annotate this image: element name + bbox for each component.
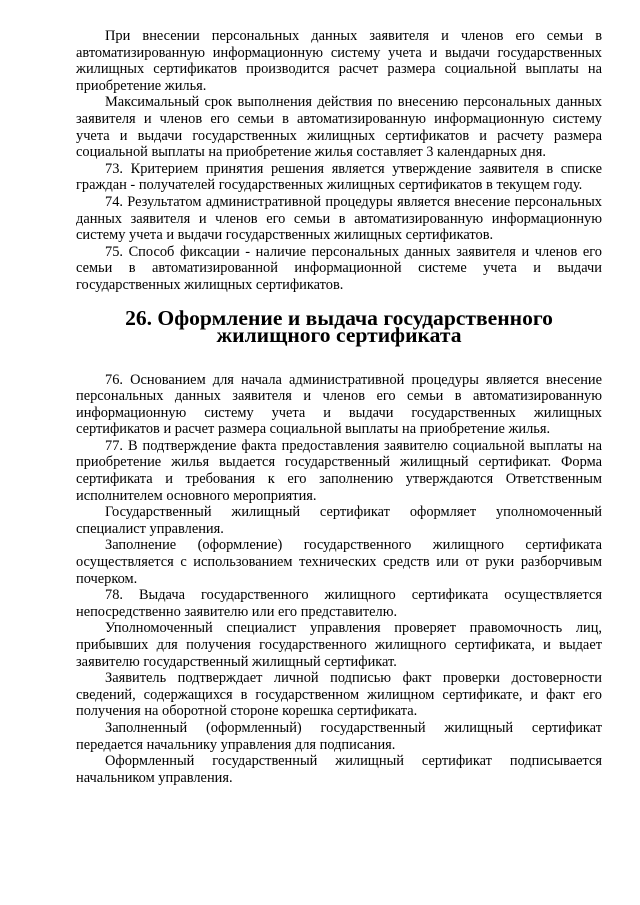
paragraph-75: 75. Способ фиксации - наличие персональных данных заявителя и членов его семьи в автоматизированной информационной системе учета и выдачи государственных жилищных сертификатов. bbox=[76, 243, 602, 293]
paragraph-77: 77. В подтверждение факта предоставления заявителю социальной выплаты на приобретение жилья выдается государственный жилищный сертификат. Форма сертификата и требования к его заполнению утверждаются Ответственным исполнителем основного мероприятия. bbox=[76, 437, 602, 504]
section-heading-line-2: жилищного сертификата bbox=[216, 322, 462, 347]
paragraph-certificate-issuer: Государственный жилищный сертификат оформляет уполномоченный специалист управления. bbox=[76, 504, 602, 537]
paragraph-applicant-signature: Заявитель подтверждает личной подписью факт проверки достоверности сведений, содержащихся в государственном жилищном сертификате, и факт его получения на оборотной стороне корешка сертификата. bbox=[76, 670, 602, 720]
paragraph-certificate-filling: Заполнение (оформление) государственного жилищного сертификата осуществляется с использованием технических средств или от руки разборчивым почерком. bbox=[76, 537, 602, 587]
paragraph-74: 74. Результатом административной процедуры является внесение персональных данных заявителя и членов его семьи в автоматизированную информационную систему учета и выдачи государственных жилищных сертификатов. bbox=[76, 193, 602, 244]
paragraph-data-entry-calculation: При внесении персональных данных заявителя и членов его семьи в автоматизированную информационную систему учета и выдачи государственных жилищных сертификатов производится расчет размера социальной выплаты на приобретение жилья. bbox=[76, 28, 602, 94]
paragraph-signed-by-head: Оформленный государственный жилищный сертификат подписывается начальником управления. bbox=[76, 753, 602, 786]
section-heading bbox=[76, 305, 602, 347]
paragraph-authority-check: Уполномоченный специалист управления проверяет правомочность лиц, прибывших для получения государственного жилищного сертификата, и выдает заявителю государственный жилищный сертификат. bbox=[76, 620, 602, 670]
spacer bbox=[76, 344, 602, 372]
paragraph-max-term: Максимальный срок выполнения действия по внесению персональных данных заявителя и членов его семьи в автоматизированную информационную систему учета и выдачи государственных жилищных сертификатов и расчету размера социальной выплаты на приобретение жилья составляет 3 календарных дня. bbox=[76, 94, 602, 161]
document-page bbox=[76, 28, 602, 786]
section-heading-line-1: 26. Оформление и выдача государственного bbox=[125, 305, 553, 330]
paragraph-transfer-for-signing: Заполненный (оформленный) государственный жилищный сертификат передается начальнику управления для подписания. bbox=[76, 719, 602, 753]
paragraph-78: 78. Выдача государственного жилищного сертификата осуществляется непосредственно заявителю или его представителю. bbox=[76, 587, 602, 620]
paragraph-73: 73. Критерием принятия решения является утверждение заявителя в списке граждан - получателей государственных жилищных сертификатов в текущем году. bbox=[76, 160, 602, 194]
paragraph-76: 76. Основанием для начала административной процедуры является внесение персональных данных заявителя и членов его семьи в автоматизированную информационную систему учета и выдачи государственных жилищных сертификатов и расчет размера социальной выплаты на приобретение жилья. bbox=[76, 371, 602, 438]
